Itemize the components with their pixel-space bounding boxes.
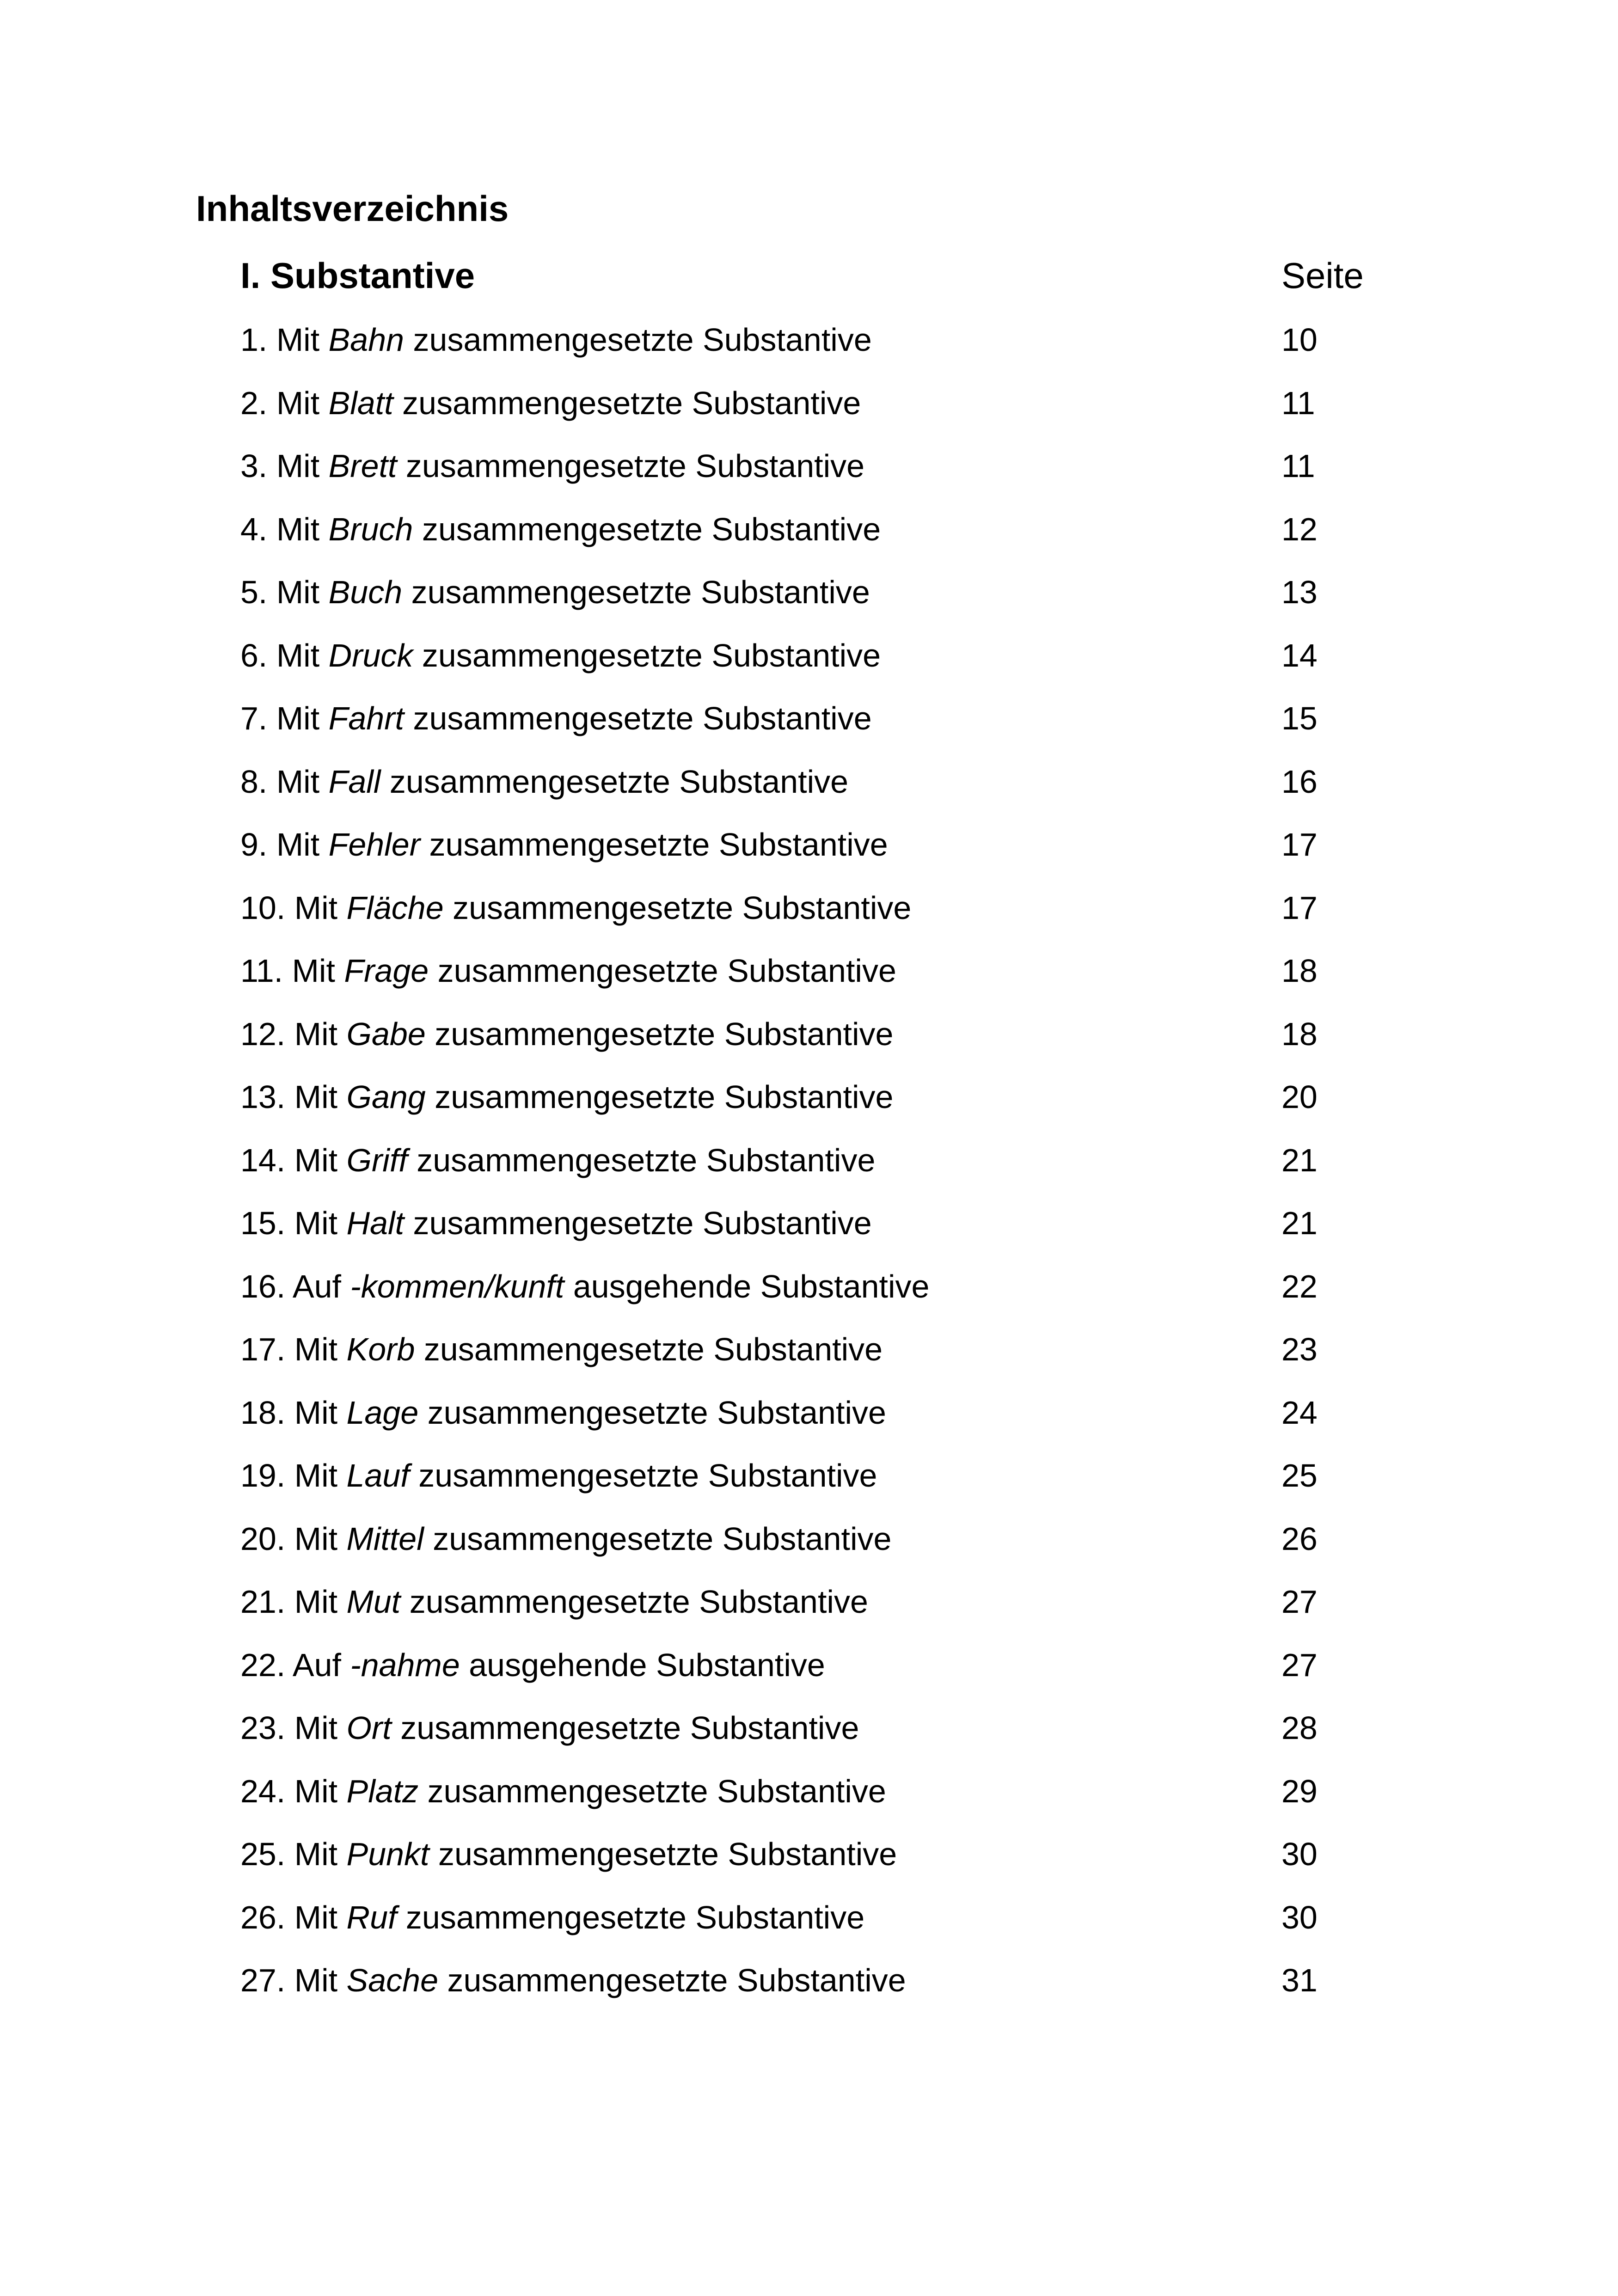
toc-entry-text [240, 1649, 825, 1681]
toc-entry-prefix: Mit [294, 1079, 338, 1115]
toc-entry-number: 16. [240, 1268, 286, 1304]
toc-entry-text [240, 955, 896, 987]
toc-entry-text [240, 1207, 872, 1239]
toc-entry-page-number: 10 [1281, 322, 1318, 358]
toc-entry-prefix: Mit [294, 1205, 338, 1241]
toc-entry-page-number: 18 [1281, 1016, 1318, 1052]
toc-entry-page-number: 11 [1281, 448, 1315, 484]
toc-entry-page-number: 27 [1281, 1647, 1318, 1683]
toc-entry-number: 24. [240, 1773, 286, 1809]
toc-entry-keyword: Fall [328, 763, 381, 800]
toc-entry-number: 25. [240, 1836, 286, 1872]
toc-entry-text [240, 1901, 864, 1934]
toc-entry-text [240, 1333, 883, 1365]
toc-entry-number: 13. [240, 1079, 286, 1115]
toc-entry [240, 324, 1396, 387]
toc-entry-prefix: Mit [276, 637, 320, 673]
toc-entry-prefix: Mit [294, 1710, 338, 1746]
toc-entry-prefix: Mit [294, 1899, 338, 1935]
toc-entry-suffix: zusammengesetzte Substantive [422, 511, 881, 547]
toc-entry-number: 21. [240, 1584, 286, 1620]
toc-entry-keyword: Buch [328, 574, 403, 610]
toc-entry-prefix: Mit [276, 827, 320, 863]
toc-entry-prefix: Auf [292, 1647, 341, 1683]
toc-entry-page-number: 21 [1281, 1205, 1318, 1241]
toc-entry-page-number: 12 [1281, 511, 1318, 547]
toc-entry-number: 2. [240, 385, 268, 421]
toc-entry-prefix: Mit [276, 700, 320, 736]
toc-entry-number: 19. [240, 1457, 286, 1494]
toc-entry-keyword: Ort [346, 1710, 392, 1746]
toc-entry [240, 1964, 1396, 2027]
toc-entry-page-number: 16 [1281, 763, 1318, 800]
toc-entry [240, 702, 1396, 765]
toc-entry-number: 5. [240, 574, 268, 610]
toc-entry-number: 3. [240, 448, 268, 484]
toc-entry-number: 8. [240, 763, 268, 800]
toc-entry-keyword: Mittel [346, 1520, 424, 1557]
toc-entry [240, 955, 1396, 1018]
toc-entry-keyword: Platz [346, 1773, 419, 1809]
toc-entry-keyword: Bahn [328, 322, 404, 358]
toc-entry-prefix: Mit [294, 1773, 338, 1809]
toc-entry-suffix: zusammengesetzte Substantive [402, 385, 861, 421]
toc-entry-prefix: Mit [294, 1457, 338, 1494]
toc-entry-page-number: 31 [1281, 1962, 1318, 1998]
toc-entry-prefix: Mit [294, 1836, 338, 1872]
toc-entry-keyword: Mut [346, 1584, 401, 1620]
toc-entry-suffix: zusammengesetzte Substantive [453, 889, 912, 926]
toc-entry-page-number: 30 [1281, 1836, 1318, 1872]
toc-entry-prefix: Mit [294, 1520, 338, 1557]
toc-entry-suffix: zusammengesetzte Substantive [422, 637, 881, 673]
toc-entry-text [240, 1144, 875, 1176]
toc-entry-number: 18. [240, 1394, 286, 1431]
toc-entry-prefix: Mit [294, 1016, 338, 1052]
toc-entry-suffix: zusammengesetzte Substantive [400, 1710, 859, 1746]
toc-entry-number: 20. [240, 1520, 286, 1557]
toc-entry-keyword: Fahrt [328, 700, 404, 736]
toc-entry-keyword: -kommen/kunft [350, 1268, 564, 1304]
toc-entry-number: 11. [240, 953, 283, 989]
toc-entry-text [240, 576, 870, 608]
toc-entry-prefix: Mit [276, 322, 320, 358]
toc-entry-page-number: 20 [1281, 1079, 1318, 1115]
toc-entry-number: 26. [240, 1899, 286, 1935]
toc-entry-prefix: Auf [292, 1268, 341, 1304]
toc-entry-suffix: zusammengesetzte Substantive [427, 1773, 886, 1809]
toc-entry-text [240, 324, 872, 356]
toc-entry [240, 450, 1396, 513]
toc-entry-text [240, 702, 872, 735]
toc-entry-suffix: zusammengesetzte Substantive [405, 448, 865, 484]
toc-entry-text [240, 1712, 859, 1744]
toc-entry-keyword: Gang [346, 1079, 426, 1115]
toc-entry-number: 27. [240, 1962, 286, 1998]
toc-entry-keyword: Blatt [328, 385, 393, 421]
toc-entry-suffix: zusammengesetzte Substantive [427, 1394, 886, 1431]
toc-entry-suffix: zusammengesetzte Substantive [447, 1962, 906, 1998]
toc-entry-keyword: Frage [344, 953, 429, 989]
toc-entry [240, 1459, 1396, 1523]
toc-entry-suffix: zusammengesetzte Substantive [438, 1836, 897, 1872]
toc-entry-keyword: Griff [346, 1142, 408, 1178]
toc-entry [240, 1775, 1396, 1838]
toc-entry-page-number: 15 [1281, 700, 1318, 736]
toc-entry-keyword: Gabe [346, 1016, 426, 1052]
toc-entry-number: 22. [240, 1647, 286, 1683]
toc-entry [240, 1018, 1396, 1081]
toc-entry-text [240, 1775, 886, 1807]
toc-entry-page-number: 24 [1281, 1394, 1318, 1431]
toc-entry-number: 10. [240, 889, 286, 926]
toc-entry-number: 7. [240, 700, 268, 736]
toc-entry-suffix: zusammengesetzte Substantive [435, 1016, 894, 1052]
toc-entry-page-number: 14 [1281, 637, 1318, 673]
toc-entry-text [240, 387, 861, 419]
toc-entry-page-number: 13 [1281, 574, 1318, 610]
toc-entry-keyword: Korb [346, 1331, 415, 1367]
toc-entry-keyword: Fehler [328, 827, 421, 863]
toc-list [240, 324, 1396, 2027]
toc-entry-prefix: Mit [276, 574, 320, 610]
toc-entry-text [240, 1396, 886, 1429]
toc-entry-text [240, 513, 881, 545]
toc-entry-page-number: 18 [1281, 953, 1318, 989]
toc-entry-number: 23. [240, 1710, 286, 1746]
toc-entry-page-number: 25 [1281, 1457, 1318, 1494]
toc-entry-text [240, 450, 864, 482]
toc-entry-suffix: zusammengesetzte Substantive [433, 1520, 892, 1557]
toc-entry [240, 1207, 1396, 1270]
toc-entry [240, 1838, 1396, 1901]
toc-entry [240, 513, 1396, 576]
toc-entry-text [240, 828, 888, 861]
toc-entry-page-number: 30 [1281, 1899, 1318, 1935]
toc-entry-prefix: Mit [294, 1331, 338, 1367]
toc-entry-number: 15. [240, 1205, 286, 1241]
toc-entry-text [240, 1586, 868, 1618]
toc-entry-page-number: 28 [1281, 1710, 1318, 1746]
toc-entry [240, 1649, 1396, 1712]
toc-entry-page-number: 11 [1281, 385, 1315, 421]
toc-entry-prefix: Mit [294, 889, 338, 926]
toc-entry-suffix: ausgehende Substantive [573, 1268, 930, 1304]
toc-entry-page-number: 17 [1281, 827, 1318, 863]
toc-entry-text [240, 1459, 877, 1492]
toc-entry-text [240, 1018, 893, 1050]
toc-entry [240, 1144, 1396, 1207]
toc-entry-number: 4. [240, 511, 268, 547]
toc-entry-page-number: 22 [1281, 1268, 1318, 1304]
toc-entry-suffix: zusammengesetzte Substantive [405, 1899, 865, 1935]
toc-entry-suffix: zusammengesetzte Substantive [413, 700, 872, 736]
toc-entry [240, 1270, 1396, 1334]
toc-entry-keyword: -nahme [350, 1647, 460, 1683]
toc-entry [240, 1333, 1396, 1396]
toc-entry-suffix: zusammengesetzte Substantive [413, 322, 872, 358]
toc-entry-suffix: zusammengesetzte Substantive [413, 1205, 872, 1241]
toc-entry-page-number: 26 [1281, 1520, 1318, 1557]
toc-entry-keyword: Brett [328, 448, 397, 484]
toc-entry [240, 1712, 1396, 1775]
toc-entry-suffix: zusammengesetzte Substantive [417, 1142, 876, 1178]
toc-entry-keyword: Halt [346, 1205, 404, 1241]
toc-entry [240, 1396, 1396, 1460]
toc-entry-suffix: zusammengesetzte Substantive [409, 1584, 868, 1620]
toc-entry-number: 17. [240, 1331, 286, 1367]
toc-entry-number: 9. [240, 827, 268, 863]
toc-entry-suffix: zusammengesetzte Substantive [389, 763, 849, 800]
toc-entry-text [240, 1520, 892, 1557]
toc-entry-keyword: Punkt [346, 1836, 429, 1872]
toc-entry-prefix: Mit [276, 448, 320, 484]
toc-entry-keyword: Fläche [346, 889, 444, 926]
toc-entry-keyword: Druck [328, 637, 413, 673]
toc-entry-number: 12. [240, 1016, 286, 1052]
section-heading: I. Substantive [240, 255, 475, 296]
toc-entry-suffix: zusammengesetzte Substantive [435, 1079, 894, 1115]
toc-entry-number: 6. [240, 637, 268, 673]
toc-entry-prefix: Mit [294, 1962, 338, 1998]
toc-entry-prefix: Mit [292, 953, 335, 989]
toc-entry-text [240, 639, 881, 672]
toc-entry [240, 828, 1396, 892]
toc-entry-prefix: Mit [276, 763, 320, 800]
toc-entry-keyword: Lauf [346, 1457, 410, 1494]
toc-entry-suffix: zusammengesetzte Substantive [429, 827, 888, 863]
toc-entry-suffix: zusammengesetzte Substantive [418, 1457, 877, 1494]
toc-entry-text [240, 765, 848, 798]
toc-entry [240, 765, 1396, 829]
toc-entry-keyword: Sache [346, 1962, 439, 1998]
toc-entry-text [240, 1081, 893, 1113]
toc-entry [240, 889, 1396, 955]
toc-entry-keyword: Ruf [346, 1899, 397, 1935]
toc-entry-page-number: 27 [1281, 1584, 1318, 1620]
toc-entry-number: 1. [240, 322, 268, 358]
toc-entry-prefix: Mit [294, 1142, 338, 1178]
toc-entry [240, 639, 1396, 703]
toc-entry [240, 576, 1396, 639]
toc-entry-page-number: 17 [1281, 889, 1318, 926]
toc-entry-text [240, 889, 912, 926]
toc-entry-keyword: Bruch [328, 511, 413, 547]
page-column-label: Seite [1281, 255, 1364, 296]
toc-entry-suffix: zusammengesetzte Substantive [411, 574, 870, 610]
toc-entry [240, 1586, 1396, 1649]
toc-entry-page-number: 21 [1281, 1142, 1318, 1178]
toc-entry-number: 14. [240, 1142, 286, 1178]
page-title: Inhaltsverzeichnis [196, 188, 509, 229]
toc-entry-prefix: Mit [276, 385, 320, 421]
toc-entry-text [240, 1270, 929, 1303]
toc-entry [240, 1081, 1396, 1144]
toc-entry-keyword: Lage [346, 1394, 419, 1431]
toc-entry-suffix: zusammengesetzte Substantive [437, 953, 896, 989]
toc-entry-suffix: zusammengesetzte Substantive [423, 1331, 883, 1367]
toc-entry [240, 1901, 1396, 1965]
toc-entry-prefix: Mit [294, 1394, 338, 1431]
toc-entry-prefix: Mit [276, 511, 320, 547]
toc-entry-page-number: 29 [1281, 1773, 1318, 1809]
toc-entry-suffix: ausgehende Substantive [469, 1647, 825, 1683]
toc-entry-prefix: Mit [294, 1584, 338, 1620]
toc-entry-page-number: 23 [1281, 1331, 1318, 1367]
toc-entry-text [240, 1838, 897, 1870]
toc-entry [240, 387, 1396, 450]
toc-entry [240, 1520, 1396, 1586]
toc-entry-text [240, 1964, 906, 1996]
